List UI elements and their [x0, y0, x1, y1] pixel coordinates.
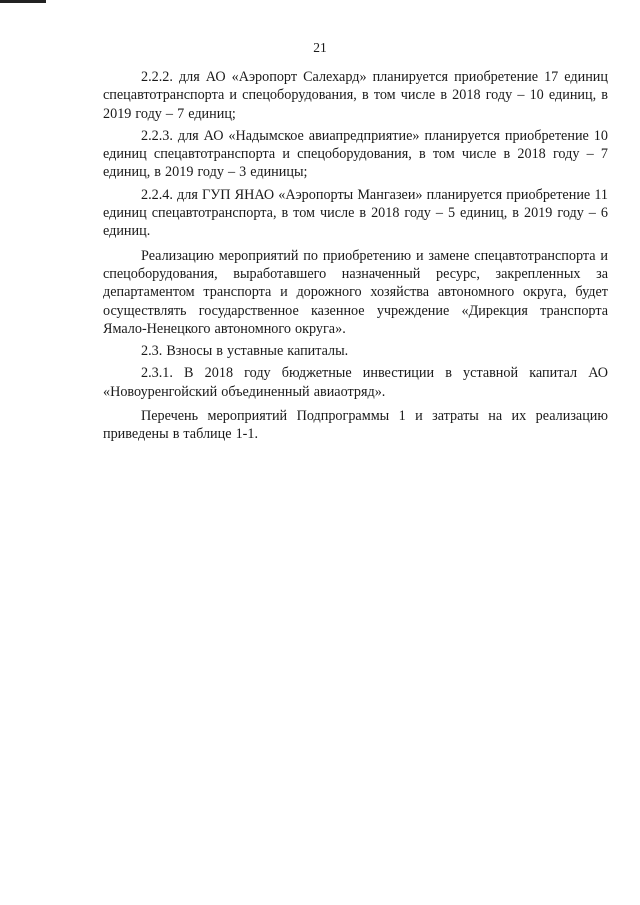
paragraph-2-2-2: 2.2.2. для АО «Аэропорт Салехард» планируется приобретение 17 единиц спецавтотранспорта и спецоборудования, в том числе в 2018 году – 10 единиц, в 2019 году – 7 единиц; [103, 69, 608, 122]
paragraph-2-3-heading: 2.3. Взносы в уставные капиталы. [141, 343, 349, 360]
scan-edge-mark [0, 0, 46, 3]
paragraph-2-3-1: 2.3.1. В 2018 году бюджетные инвестиции в уставной капитал АО «Новоуренгойский объединенный авиаотряд». [103, 365, 608, 400]
document-body [103, 68, 608, 448]
paragraph-2-2-4: 2.2.4. для ГУП ЯНАО «Аэропорты Мангазеи» планируется приобретение 11 единиц спецавтотранспорта, в том числе в 2018 году – 5 единиц, в 2019 году – 6 единиц. [103, 186, 608, 240]
page-number: 21 [313, 40, 327, 55]
paragraph-2-2-3: 2.2.3. для АО «Надымское авиапредприятие» планируется приобретение 10 единиц спецавтотранспорта и спецоборудования, в том числе в 2018 году – 7 единиц, в 2019 году – 3 единицы; [103, 127, 608, 181]
paragraph-implementation: Реализацию мероприятий по приобретению и замене спецавтотранспорта и спецоборудования, выработавшего назначенный ресурс, закрепленных за департаментом транспорта и дорожного хозяйства автономного округа, будет осуществлять государственное казенное учреждение «Дирекция транспорта Ямало-Ненецкого автономного округа». [103, 247, 608, 337]
paragraph-table-reference: Перечень мероприятий Подпрограммы 1 и затраты на их реализацию приведены в таблице 1-1. [103, 408, 608, 443]
